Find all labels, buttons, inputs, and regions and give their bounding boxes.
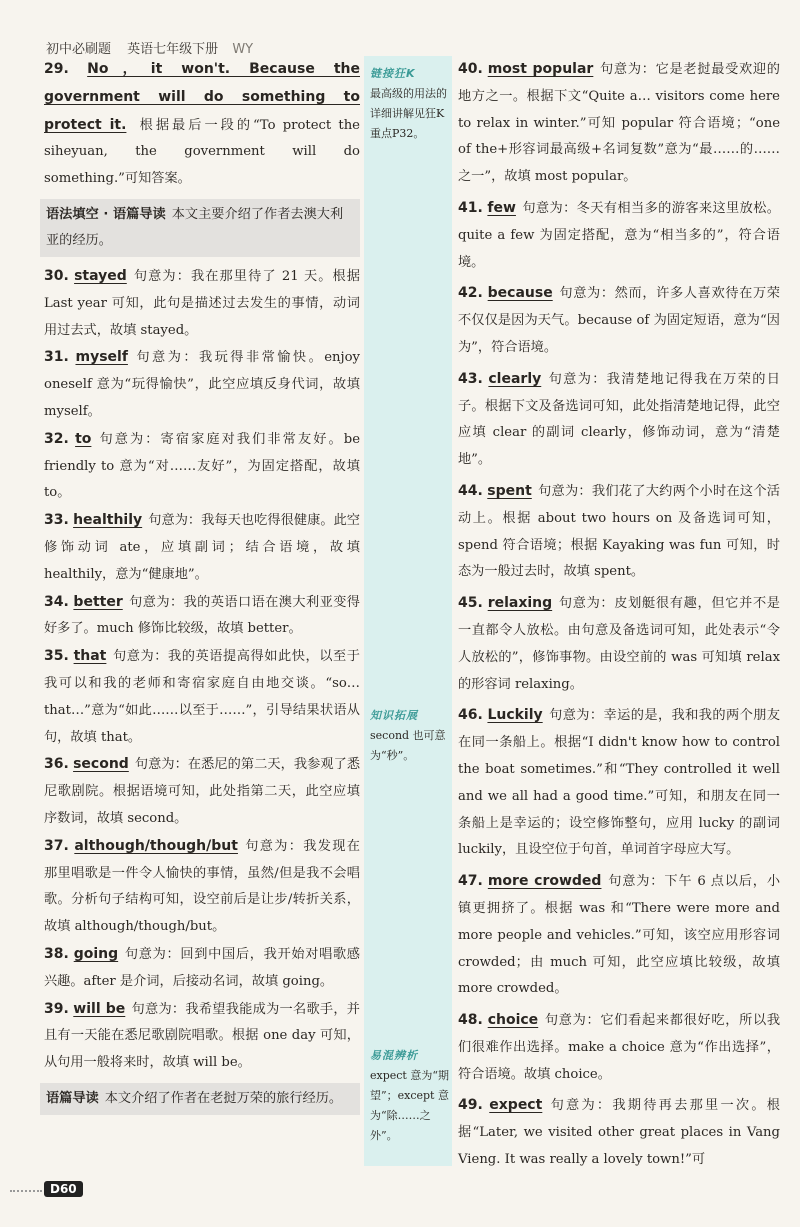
- item-number: 41.: [458, 199, 483, 216]
- book-title: 英语七年级下册: [127, 42, 219, 57]
- item-answer: stayed: [74, 267, 127, 284]
- item-answer: to: [75, 430, 92, 447]
- item-answer: No，it won't. Because the government will do something to protect it.: [44, 61, 360, 133]
- answer-item-35: [44, 643, 360, 751]
- item-number: 42.: [458, 285, 483, 302]
- left-column: [44, 56, 360, 1121]
- answer-item-33: [44, 507, 360, 588]
- item-explanation: 句意为：我们花了大约两个小时在这个活动上。根据 about two hours on 及备选词可知，spend 符合语境；根据 Kayaking was fun 可知，时态为一般过去时，故填 spent。: [458, 483, 780, 580]
- item-number: 38.: [44, 945, 69, 962]
- item-answer: clearly: [488, 370, 542, 387]
- item-number: 48.: [458, 1012, 483, 1029]
- answer-item-46: [458, 702, 780, 864]
- intro-text: 本文主要介绍了作者去澳大利亚的经历。: [46, 206, 344, 248]
- item-answer: because: [487, 285, 553, 302]
- item-answer: Luckily: [487, 707, 543, 724]
- item-number: 29.: [44, 61, 69, 77]
- right-column: [458, 56, 780, 1174]
- answer-item-39: [44, 996, 360, 1077]
- item-explanation: 句意为：幸运的是，我和我的两个朋友在同一条船上。根据“I didn't know how to control the boat sometimes.”和“They controlled it well and we all had a good time.”可知，和朋友在同一条船上是幸运的；设空修饰整句，应用 lucky 的副词 luckily，且设空位于句首，单词首字母应大写。: [458, 708, 781, 858]
- item-explanation: 句意为：冬天有相当多的游客来这里放松。quite a few 为固定搭配，意为“相当多的”，符合语境。: [458, 200, 780, 270]
- item-answer: better: [73, 593, 123, 610]
- item-number: 32.: [44, 430, 69, 447]
- series-title: 初中必刷题: [46, 42, 112, 57]
- passage-intro-2: [40, 1083, 360, 1115]
- note-text: second 也可意为“秒”。: [370, 729, 446, 762]
- item-answer: spent: [487, 482, 532, 499]
- item-explanation: 句意为：我的英语提高得如此快，以至于我可以和我的老师和寄宿家庭自由地交谈。“so… that…”意为“如此……以至于……”，引导结果状语从句，故填 that。: [44, 649, 360, 745]
- item-answer: that: [73, 648, 107, 665]
- passage-intro-1: [40, 199, 360, 257]
- answer-item-34: [44, 589, 360, 644]
- item-explanation: 句意为：我在那里待了 21 天。根据 Last year 可知，此句是描述过去发生的事情，动词用过去式，故填 stayed。: [44, 268, 360, 338]
- answer-item-30: [44, 263, 360, 344]
- answer-item-49: [458, 1092, 780, 1173]
- item-explanation: 句意为：我发现在那里唱歌是一件令人愉快的事情，虽然/但是我不会唱歌。分析句子结构可知，设空前后是让步/转折关系，故填 although/though/but。: [44, 838, 360, 935]
- answer-item-36: [44, 751, 360, 832]
- item-explanation: 句意为：下午 6 点以后，小镇更拥挤了。根据 was 和“There were more and more people and vehicles.”可知，该空应用形容词 crowded；由 much 可知，此空应填比较级，故填 more crowded。: [458, 874, 781, 997]
- item-explanation: 句意为：然而，许多人喜欢待在万荣不仅仅是因为天气。because of 为固定短语，意为“因为”，符合语境。: [458, 286, 780, 355]
- item-answer: choice: [487, 1012, 539, 1029]
- item-explanation: 句意为：我玩得非常愉快。enjoy oneself 意为“玩得愉快”，此空应填反身代词，故填 myself。: [44, 350, 360, 419]
- side-note-confusion: [370, 1046, 450, 1146]
- footer-dots: [10, 1190, 42, 1192]
- item-answer: most popular: [487, 61, 594, 77]
- edition-code: WY: [232, 42, 254, 57]
- answer-item-42: [458, 280, 780, 361]
- answer-item-44: [458, 478, 780, 586]
- item-answer: healthily: [73, 512, 143, 529]
- intro-label: 语篇导读: [46, 1090, 99, 1106]
- item-explanation: 句意为：我的英语口语在澳大利亚变得好多了。much 修饰比较级，故填 better。: [44, 594, 360, 637]
- item-number: 30.: [44, 267, 69, 284]
- item-number: 35.: [44, 648, 69, 665]
- item-number: 33.: [44, 512, 69, 529]
- item-answer: will be: [73, 1000, 126, 1017]
- item-explanation: 句意为：它们看起来都很好吃，所以我们很难作出选择。make a choice 意为“作出选择”，符合语境。故填 choice。: [458, 1013, 781, 1082]
- item-answer: myself: [75, 349, 128, 366]
- answer-item-41: [458, 195, 780, 276]
- item-number: 44.: [458, 482, 483, 499]
- side-note-link: [370, 64, 450, 144]
- item-explanation: 句意为：回到中国后，我开始对唱歌感兴趣。after 是介词，后接动名词，故填 going。: [44, 946, 360, 989]
- side-notes-strip: [364, 56, 452, 1166]
- item-explanation: 句意为：我每天也吃得很健康。此空修饰动词 ate，应填副词；结合语境，故填 healthily，意为“健康地”。: [44, 513, 360, 582]
- answer-item-43: [458, 366, 780, 474]
- side-note-knowledge: [370, 706, 450, 766]
- item-number: 39.: [44, 1000, 69, 1017]
- item-explanation: 根据最后一段的“To protect the siheyuan, the government will do something.”可知答案。: [44, 117, 360, 187]
- item-answer: more crowded: [487, 873, 602, 890]
- note-label: 知识拓展: [370, 709, 418, 722]
- item-explanation: 句意为：寄宿家庭对我们非常友好。be friendly to 意为“对……友好”，为固定搭配，故填 to。: [44, 431, 360, 501]
- answer-item-29: [44, 56, 360, 193]
- item-number: 43.: [458, 370, 483, 387]
- item-number: 36.: [44, 756, 69, 773]
- intro-label: 语法填空 · 语篇导读: [46, 206, 166, 222]
- item-number: 31.: [44, 349, 69, 366]
- answer-item-47: [458, 868, 780, 1003]
- item-answer: few: [487, 199, 516, 216]
- note-text: expect 意为“期望”；except 意为“除……之外”。: [370, 1069, 449, 1142]
- item-number: 49.: [458, 1097, 483, 1114]
- item-explanation: 句意为：我期待再去那里一次。根据“Later, we visited other great places in Vang Vieng. It was really a lovely town!”可: [458, 1098, 780, 1168]
- answer-item-45: [458, 590, 780, 698]
- item-number: 34.: [44, 593, 69, 610]
- note-label: 易混辨析: [370, 1049, 418, 1062]
- answer-item-31: [44, 344, 360, 425]
- answer-item-38: [44, 941, 360, 996]
- item-explanation: 句意为：在悉尼的第二天，我参观了悉尼歌剧院。根据语境可知，此处指第二天，此空应填序数词，故填 second。: [44, 757, 361, 826]
- item-number: 45.: [458, 595, 483, 612]
- item-explanation: 句意为：我清楚地记得我在万荣的日子。根据下文及备选词可知，此处指清楚地记得，此空应填 clear 的副词 clearly，修饰动词，意为“清楚地”。: [458, 371, 780, 468]
- item-explanation: 句意为：我希望我能成为一名歌手，并且有一天能在悉尼歌剧院唱歌。根据 one day 可知，从句用一般将来时，故填 will be。: [44, 1001, 360, 1071]
- item-number: 46.: [458, 707, 483, 724]
- item-answer: relaxing: [487, 595, 553, 612]
- item-answer: expect: [489, 1097, 543, 1114]
- intro-text: 本文介绍了作者在老挝万荣的旅行经历。: [104, 1090, 343, 1106]
- answer-item-40: [458, 56, 780, 191]
- item-explanation: 句意为：它是老挝最受欢迎的地方之一。根据下文“Quite a… visitors come here to relax in winter.”可知 popular 符合语境；“one of the+形容词最高级+名词复数”意为“最……的……之一”，故填 most popular。: [458, 62, 780, 185]
- answer-item-32: [44, 426, 360, 507]
- note-label: 链接狂K: [370, 67, 416, 80]
- item-number: 37.: [44, 837, 69, 854]
- note-text: 最高级的用法的详细讲解见狂K重点P32。: [370, 87, 447, 140]
- item-number: 40.: [458, 61, 483, 77]
- page-number: D60: [44, 1181, 83, 1197]
- item-answer: second: [73, 756, 129, 773]
- answer-item-48: [458, 1007, 780, 1088]
- item-explanation: 句意为：皮划艇很有趣，但它并不是一直都令人放松。由句意及备选词可知，此处表示“令人放松的”，修饰事物。由设空前的 was 可知填 relax 的形容词 relaxing。: [458, 596, 780, 692]
- page-header: [46, 38, 253, 57]
- item-answer: going: [73, 945, 119, 962]
- item-number: 47.: [458, 873, 483, 890]
- item-answer: although/though/but: [74, 837, 238, 854]
- answer-item-37: [44, 833, 360, 941]
